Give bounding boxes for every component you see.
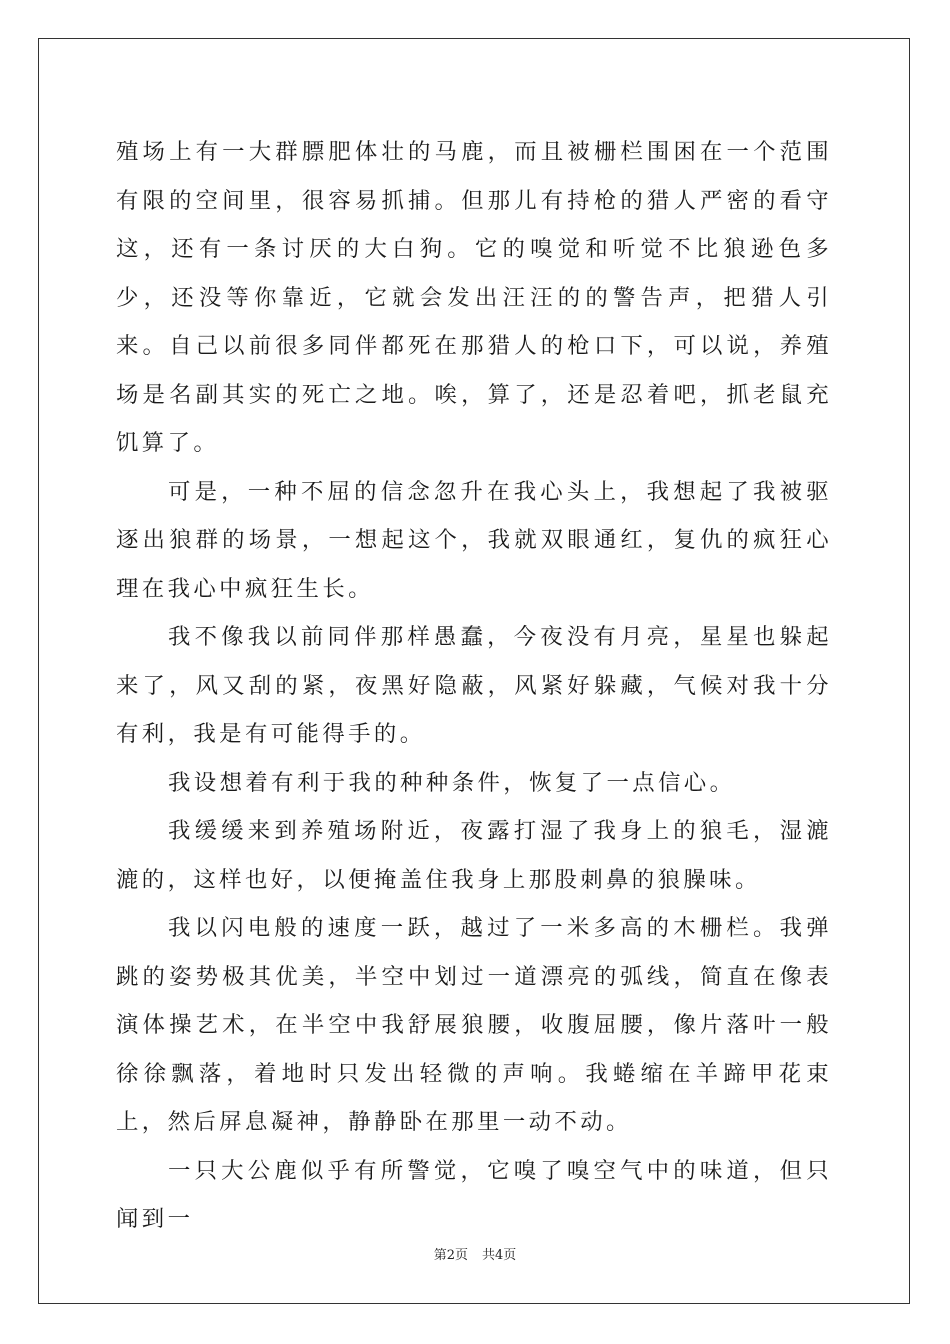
paragraph-1: 殖场上有一大群膘肥体壮的马鹿，而且被栅栏围困在一个范围有限的空间里，很容易抓捕。但那儿有持枪的猎人严密的看守这，还有一条讨厌的大白狗。它的嗅觉和听觉不比狼逊色多少，还没等你靠近，它就会发出汪汪的的警告声，把猎人引来。自己以前很多同伴都死在那猎人的枪口下，可以说，养殖场是名副其实的死亡之地。唉，算了，还是忍着吧，抓老鼠充饥算了。 bbox=[116, 139, 832, 456]
page-footer bbox=[0, 1244, 950, 1263]
paragraph-3: 我不像我以前同伴那样愚蠢，今夜没有月亮，星星也躲起来了，风又刮的紧，夜黑好隐蔽，风紧好躲藏，气候对我十分有利，我是有可能得手的。 bbox=[116, 624, 832, 747]
current-page-number: 第2页 bbox=[433, 1248, 468, 1263]
paragraph-5: 我缓缓来到养殖场附近，夜露打湿了我身上的狼毛，湿漉漉的，这样也好，以便掩盖住我身上那股刺鼻的狼臊味。 bbox=[116, 818, 832, 893]
paragraph-4: 我设想着有利于我的种种条件，恢复了一点信心。 bbox=[168, 769, 736, 796]
paragraph-2: 可是，一种不屈的信念忽升在我心头上，我想起了我被驱逐出狼群的场景，一想起这个，我就双眼通红，复仇的疯狂心理在我心中疯狂生长。 bbox=[116, 478, 832, 602]
paragraph-7: 一只大公鹿似乎有所警觉，它嗅了嗅空气中的味道，但只闻到一 bbox=[116, 1157, 832, 1232]
document-body bbox=[116, 128, 832, 1244]
total-page-count: 共4页 bbox=[482, 1248, 517, 1263]
paragraph-6: 我以闪电般的速度一跃，越过了一米多高的木栅栏。我弹跳的姿势极其优美，半空中划过一道漂亮的弧线，简直在像表演体操艺术，在半空中我舒展狼腰，收腹屈腰，像片落叶一般徐徐飘落，着地时只发出轻微的声响。我蜷缩在羊蹄甲花束上，然后屏息凝神，静静卧在那里一动不动。 bbox=[116, 915, 832, 1135]
